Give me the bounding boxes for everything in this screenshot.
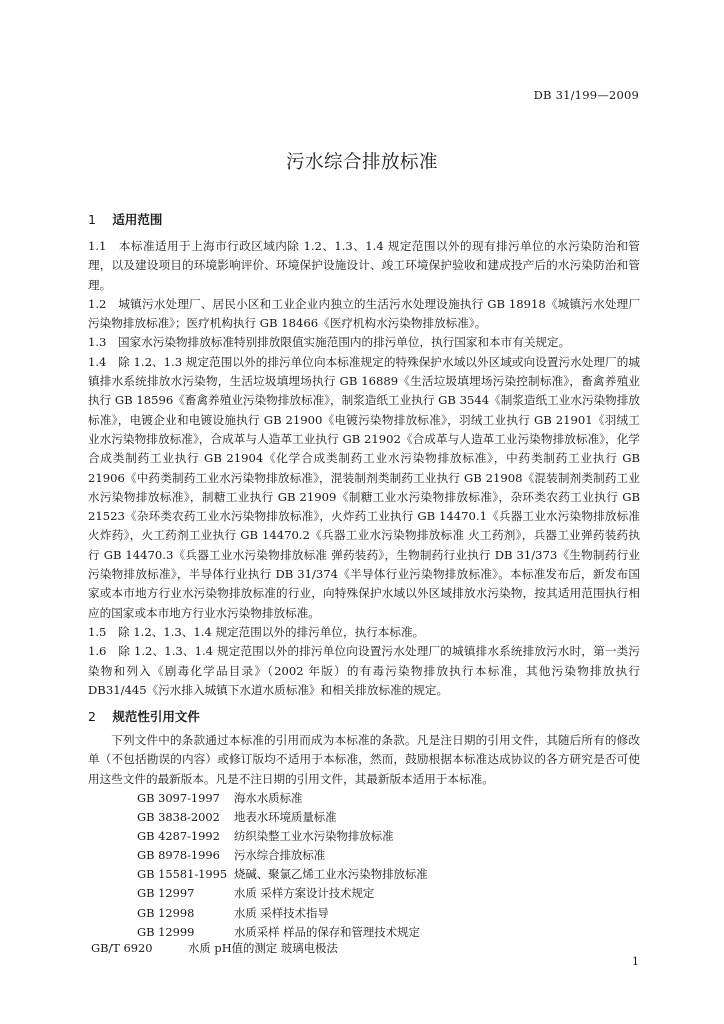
reference-name: 污水综合排放标准: [234, 848, 326, 863]
section-2-heading: [88, 707, 200, 725]
reference-code: GB 12998: [137, 905, 195, 920]
reference-item: [137, 904, 428, 923]
reference-item: [137, 846, 428, 865]
section-2-intro: [88, 731, 640, 789]
reference-code: GB 15581-1995: [137, 867, 228, 882]
reference-name: 海水水质标准: [234, 791, 303, 805]
reference-code: GB 12999: [137, 924, 195, 939]
section-number: 1: [88, 212, 96, 227]
reference-list: [137, 789, 428, 942]
reference-code: GB 4287-1992: [137, 829, 220, 844]
standard-code: DB 31/199—2009: [533, 88, 639, 102]
reference-code: GB 8978-1996: [137, 848, 220, 863]
clause-1-2: 1.2 城镇污水处理厂、居民小区和工业企业内独立的生活污水处理设施执行 GB 18918《城镇污水处理厂污染物排放标准》；医疗机构执行 GB 18466《医疗机构水污染物排放标准》。: [88, 296, 640, 331]
reference-item: [91, 940, 338, 956]
intro-paragraph: 下列文件中的条款通过本标准的引用而成为本标准的条款。凡是注日期的引用文件，其随后所有的修改单（不包括勘误的内容）或修订版均不适用于本标准，然而，鼓励根据本标准达成协议的各方研究是否可使用这些文件的最新版本。凡是不注日期的引用文件，其最新版本适用于本标准。: [88, 733, 640, 786]
reference-name: 水质 pH值的测定 玻璃电极法: [188, 941, 338, 955]
clause-1-6: 1.6 除 1.2、1.3、1.4 规定范围以外的排污单位向设置污水处理厂的城镇排水系统排放污水时，第一类污染物和列入《剧毒化学品目录》（2002 年版）的有毒污染物排放执行本标准，其他污染物排放执行 DB31/445《污水排入城镇下水道水质标准》和相关排放标准的规定。: [88, 644, 640, 697]
reference-name: 纺织染整工业水污染物排放标准: [234, 829, 394, 844]
reference-item: [137, 808, 428, 827]
reference-item: [137, 923, 428, 942]
clause-1-3: 1.3 国家水污染物排放标准特别排放限值实施范围内的排污单位，执行国家和本市有关规定。: [88, 335, 571, 350]
reference-item: [137, 865, 428, 884]
page-number: 1: [632, 955, 639, 968]
reference-name: 水质采样 样品的保存和管理技术规定: [234, 924, 420, 939]
reference-code: GB 12997: [137, 886, 195, 901]
reference-name: 地表水环境质量标准: [234, 810, 337, 825]
reference-name: 水质 采样技术指导: [234, 905, 329, 920]
reference-item: [137, 884, 428, 903]
reference-code: GB 3838-2002: [137, 810, 220, 825]
section-number: 2: [88, 709, 96, 724]
section-1-body: [88, 237, 640, 700]
reference-code: GB 3097-1997: [137, 791, 220, 805]
reference-name: 水质 采样方案设计技术规定: [234, 886, 375, 901]
reference-name: 烧碱、聚氯乙烯工业水污染物排放标准: [234, 867, 428, 882]
section-1-heading: [88, 210, 162, 228]
reference-item: [137, 789, 428, 808]
reference-item: [137, 827, 428, 846]
clause-1-4: 1.4 除 1.2、1.3 规定范围以外的排污单位向本标准规定的特殊保护水域以外区域或向设置污水处理厂的城镇排水系统排放水污染物，生活垃圾填埋场执行 GB 16889《生活垃圾填埋场污染控制标准》，畜禽养殖业执行 GB 18596《畜禽养殖业污染物排放标准》，制浆造纸工业执行 GB 3544《制浆造纸工业水污染物排放标准》，电镀企业和电镀设施执行 GB 21900《电镀污染物排放标准》，羽绒工业执行 GB 21901《羽绒工业水污染物排放标准》，合成革与人造革工业执行 GB 21902《合成革与人造革工业污染物排放标准》，化学合成类制药工业执行 GB 21904《化学合成类制药工业水污染物排放标准》，中药类制药工业执行 GB 21906《中药类制药工业水污染物排放标准》，混装制剂类制药工业执行 GB 21908《混装制剂类制药工业水污染物排放标准》，制糖工业执行 GB 21909《制糖工业水污染物排放标准》，杂环类农药工业执行 GB 21523《杂环类农药工业水污染物排放标准》，火炸药工业执行 GB 14470.1《兵器工业水污染物排放标准 火炸药》，火工药剂工业执行 GB 14470.2《兵器工业水污染物排放标准 火工药剂》，兵器工业弹药装药执行 GB 14470.3《兵器工业水污染物排放标准 弹药装药》，生物制药行业执行 DB 31/373《生物制药行业污染物排放标准》，半导体行业执行 DB 31/374《半导体行业污染物排放标准》。本标准发布后，新发布国家或本市地方行业水污染物排放标准的行业，向特殊保护水域以外区域排放水污染物，按其适用范围执行相应的国家或本市地方行业水污染物排放标准。: [88, 354, 640, 620]
section-title: 适用范围: [112, 212, 163, 227]
reference-code: GB/T 6920: [91, 941, 153, 955]
clause-1-1: 1.1 本标准适用于上海市行政区域内除 1.2、1.3、1.4 规定范围以外的现有排污单位的水污染防治和管理，以及建设项目的环境影响评价、环境保护设施设计、竣工环境保护验收和建成投产后的水污染防治和管理。: [88, 239, 640, 292]
document-title: 污水综合排放标准: [285, 152, 438, 173]
clause-1-5: 1.5 除 1.2、1.3、1.4 规定范围以外的排污单位，执行本标准。: [88, 624, 425, 639]
section-title: 规范性引用文件: [112, 709, 200, 724]
